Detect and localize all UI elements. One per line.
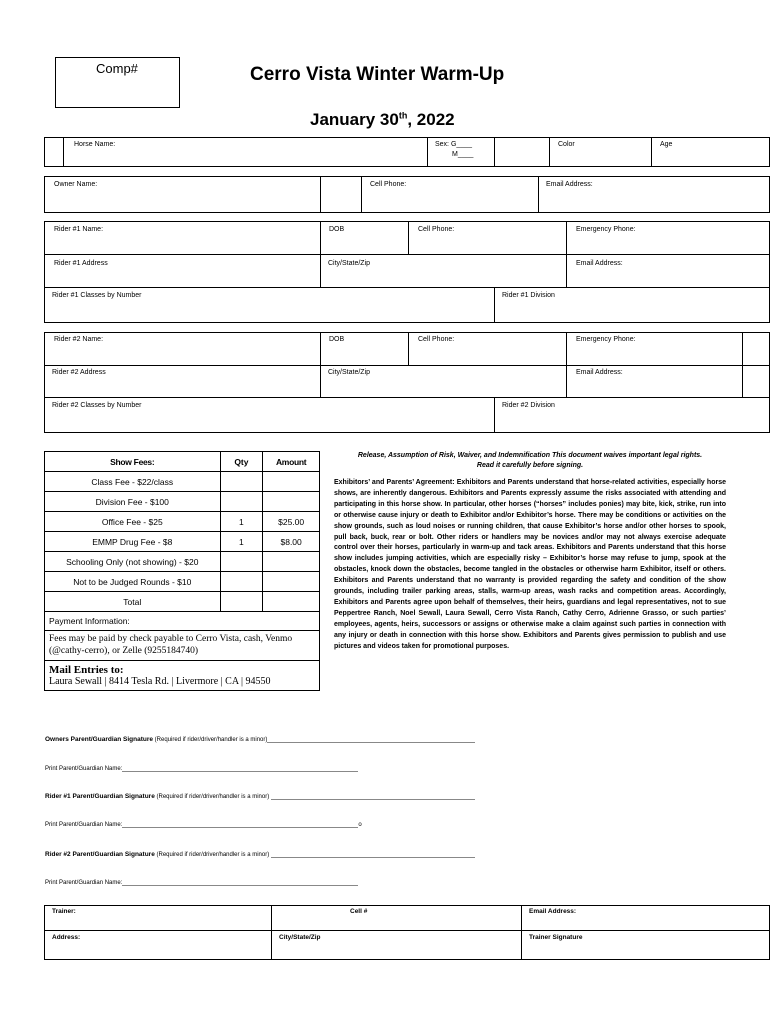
- owner-row: [44, 176, 770, 213]
- fee-row: [45, 532, 320, 552]
- rider1-dob-field[interactable]: DOB: [329, 226, 345, 233]
- rider2-division-field[interactable]: Rider #2 Division: [502, 402, 555, 409]
- rider2-sig-required: (Required if rider/driver/handler is a minor): [156, 852, 270, 858]
- fee-qty[interactable]: [220, 492, 263, 512]
- owner-sig-required: (Required if rider/driver/handler is a minor): [154, 737, 268, 743]
- fee-qty[interactable]: 1: [220, 512, 263, 532]
- rider2-address-field[interactable]: Rider #2 Address: [52, 369, 106, 376]
- event-date: [310, 110, 455, 130]
- print-name-line-1[interactable]: [45, 766, 358, 772]
- trainer-address-field[interactable]: Address:: [52, 934, 81, 941]
- rider2-block: [44, 332, 770, 433]
- owner-cell-field[interactable]: Cell Phone:: [370, 181, 407, 188]
- fee-amount[interactable]: $8.00: [263, 532, 320, 552]
- rider1-sig-required: (Required if rider/driver/handler is a minor): [156, 794, 270, 800]
- print-name-line-2[interactable]: [45, 822, 362, 828]
- rider2-email-field[interactable]: Email Address:: [576, 369, 623, 376]
- fee-amount[interactable]: $25.00: [263, 512, 320, 532]
- fee-item: Class Fee - $22/class: [45, 472, 221, 492]
- rider1-name-field[interactable]: Rider #1 Name:: [54, 226, 104, 233]
- fee-row: [45, 492, 320, 512]
- comp-label: Comp#: [96, 61, 138, 76]
- color-field[interactable]: Color: [558, 141, 575, 148]
- fee-qty[interactable]: [220, 472, 263, 492]
- fee-item: Not to be Judged Rounds - $10: [45, 572, 221, 592]
- date-suffix: , 2022: [407, 110, 455, 129]
- rider1-division-field[interactable]: Rider #1 Division: [502, 292, 555, 299]
- rider2-cell-field[interactable]: Cell Phone:: [418, 336, 455, 343]
- release-heading-1: Release, Assumption of Risk, Waiver, and Indemnification This document waives important legal rights.: [357, 452, 703, 459]
- mail-address: Laura Sewall | 8414 Tesla Rd. | Livermore | CA | 94550: [49, 676, 271, 687]
- age-field[interactable]: Age: [660, 141, 673, 148]
- fee-item: Office Fee - $25: [45, 512, 221, 532]
- trainer-city-field[interactable]: City/State/Zip: [279, 934, 321, 941]
- rider2-classes-field[interactable]: Rider #2 Classes by Number: [52, 402, 142, 409]
- owner-email-field[interactable]: Email Address:: [546, 181, 593, 188]
- sex-g-field[interactable]: Sex: G____: [435, 141, 472, 148]
- fee-amount[interactable]: [263, 492, 320, 512]
- fee-row: [45, 572, 320, 592]
- rider1-email-field[interactable]: Email Address:: [576, 260, 623, 267]
- fees-header-amount: Amount: [263, 452, 320, 472]
- trainer-cell-field[interactable]: Cell #: [350, 908, 368, 915]
- fee-item: Schooling Only (not showing) - $20: [45, 552, 221, 572]
- rider1-signature-line[interactable]: [45, 793, 475, 800]
- fee-qty[interactable]: 1: [220, 532, 263, 552]
- trainer-email-field[interactable]: Email Address:: [529, 908, 577, 915]
- fee-qty[interactable]: [220, 552, 263, 572]
- rider1-address-field[interactable]: Rider #1 Address: [54, 260, 108, 267]
- fee-amount[interactable]: [263, 552, 320, 572]
- fee-qty[interactable]: [220, 572, 263, 592]
- print-name-line-3[interactable]: [45, 880, 358, 886]
- payment-text: Fees may be paid by check payable to Cerro Vista, cash, Venmo (@cathy-cerro), or Zelle (9255184740): [45, 631, 320, 661]
- owner-name-field[interactable]: Owner Name:: [54, 181, 98, 188]
- print-name-label-2: Print Parent/Guardian Name:: [45, 822, 123, 828]
- trainer-field[interactable]: Trainer:: [52, 908, 76, 915]
- fee-qty[interactable]: [220, 592, 263, 612]
- fee-item: Total: [45, 592, 221, 612]
- print-name-label-3: Print Parent/Guardian Name:: [45, 880, 123, 886]
- rider2-emergency-field[interactable]: Emergency Phone:: [576, 336, 636, 343]
- horse-name-field[interactable]: Horse Name:: [74, 141, 116, 148]
- rider1-cell-field[interactable]: Cell Phone:: [418, 226, 455, 233]
- fee-row-total: [45, 592, 320, 612]
- sex-m-field[interactable]: M____: [452, 151, 474, 158]
- fee-item: Division Fee - $100: [45, 492, 221, 512]
- fee-row: [45, 472, 320, 492]
- rider2-name-field[interactable]: Rider #2 Name:: [54, 336, 104, 343]
- fee-amount[interactable]: [263, 572, 320, 592]
- fees-table: [44, 451, 320, 691]
- owner-sig-label: Owners Parent/Guardian Signature: [45, 736, 153, 743]
- fee-amount[interactable]: [263, 472, 320, 492]
- rider2-city-field[interactable]: City/State/Zip: [328, 369, 371, 376]
- print-name-label-1: Print Parent/Guardian Name:: [45, 766, 123, 772]
- fee-row: [45, 552, 320, 572]
- release-heading: [334, 451, 726, 471]
- date-sup: th: [398, 110, 408, 121]
- owner-signature-line[interactable]: [45, 736, 475, 743]
- rider1-classes-field[interactable]: Rider #1 Classes by Number: [52, 292, 142, 299]
- print-name-end-2: o: [358, 822, 362, 828]
- release-body: Exhibitors’ and Parents’ Agreement: Exhibitors and Parents understand that horse-related activities, especially horse shows, are inherently dangerous. Exhibitors and Parents expressly assume the risks associated with attending and participating in this horse show. In particular, other horses (“horses” includes ponies) may bite, kick, strike, run into or otherwise cause injury or death to Exhibitor and/or Exhibitor’s horse. There may be conditions or activities on the show grounds, such as loud noises or running children, that cause Exhibitor’s horse and/or other horses to spook, pull back, buck, rear or bolt. Other riders or handlers may be novices and/or may not always exercise adequate control over their horses, particularly in warm-up and tack areas. Exhibitors and Parents understand that this horse show includes jumping activities, which are especially risky – Exhibitor’s horse may refuse to jump, spook at the obstacles, knock down the obstacles, become tangled in the obstacles or otherwise harm Exhibitor, itself or others. Exhibitors and Parents understand that no warranty is provided regarding the safety and condition of the show grounds, including trailer parking areas, stalls, warm-up areas, wash racks and competition areas. Accordingly, Exhibitors and Parents agree upon behalf of themselves, their heirs, guardians and legal representatives, not to sue Peppertree Ranch, Noel Sewall, Laura Sewall, Cerro Vista Ranch, Cathy Cerro, Adrienne Grasso, or such parties’ employees, agents, heirs, successors or assigns or otherwise make a claim against such parties in connection with any injury or death in connection with this horse show. Exhibitors and Parents gives permission to publish and use pictures and videos taken for promotional purposes.: [334, 479, 726, 650]
- page-title: Cerro Vista Winter Warm-Up: [250, 64, 505, 85]
- fees-header-qty: Qty: [220, 452, 263, 472]
- rider2-signature-line[interactable]: [45, 851, 475, 858]
- fee-item: EMMP Drug Fee - $8: [45, 532, 221, 552]
- rider1-emergency-field[interactable]: Emergency Phone:: [576, 226, 636, 233]
- fee-row: [45, 512, 320, 532]
- trainer-block: [44, 905, 770, 960]
- date-prefix: January 30: [310, 110, 399, 129]
- mail-title: Mail Entries to:: [49, 664, 124, 676]
- rider1-city-field[interactable]: City/State/Zip: [328, 260, 371, 267]
- fees-header-row: [45, 452, 320, 472]
- fees-header-item: Show Fees:: [45, 452, 221, 472]
- payment-info-row: [45, 612, 320, 631]
- release-heading-2: Read it carefully before signing.: [476, 462, 584, 469]
- rider1-block: [44, 221, 770, 323]
- rider2-sig-label: Rider #2 Parent/Guardian Signature: [45, 851, 155, 858]
- payment-info-label: Payment Information:: [45, 612, 320, 631]
- payment-text-row: [45, 631, 320, 661]
- rider1-sig-label: Rider #1 Parent/Guardian Signature: [45, 793, 155, 800]
- trainer-signature-field[interactable]: Trainer Signature: [529, 934, 583, 941]
- rider2-dob-field[interactable]: DOB: [329, 336, 345, 343]
- mail-row: [45, 661, 320, 691]
- fee-amount[interactable]: [263, 592, 320, 612]
